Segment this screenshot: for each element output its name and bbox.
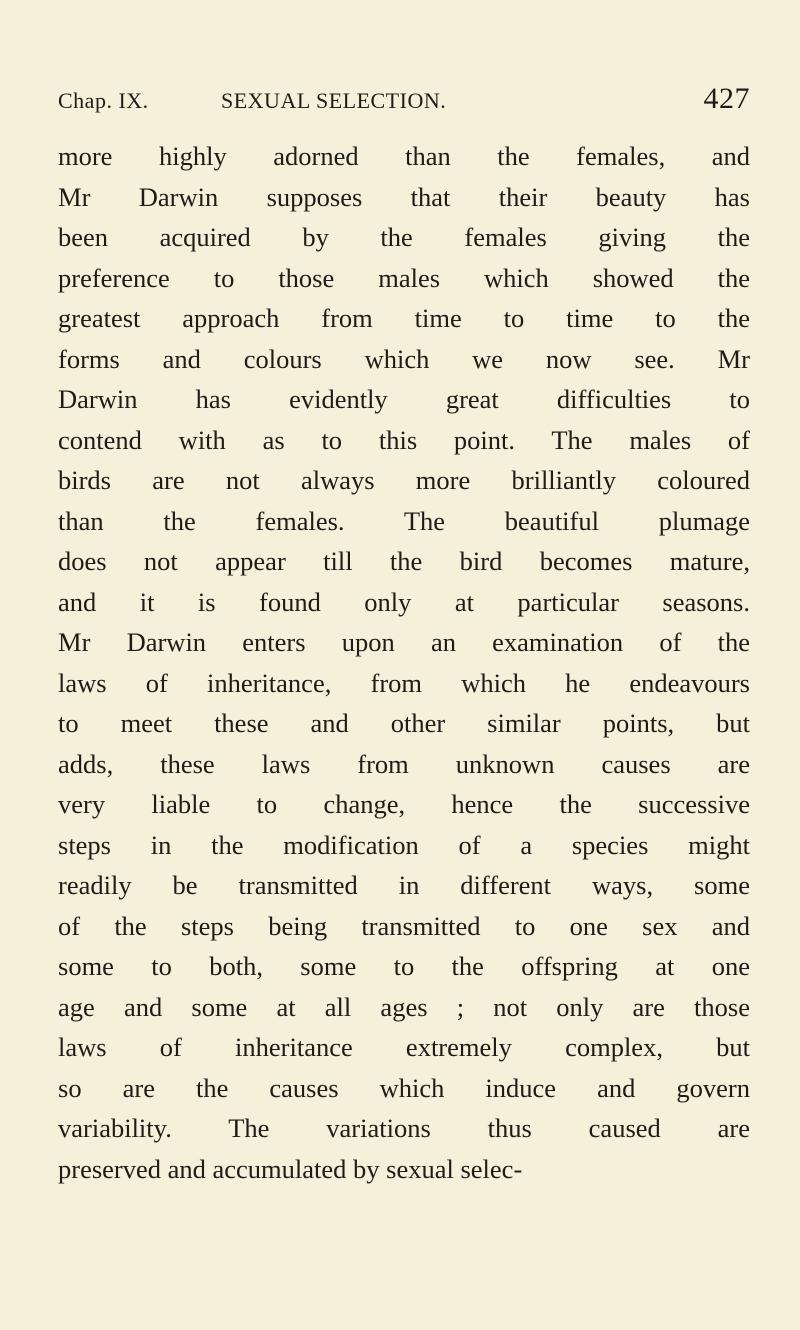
text-line: steps in the modification of a species might <box>58 829 750 860</box>
text-line: some to both, some to the offspring at one <box>58 951 750 981</box>
text-line: Mr Darwin enters upon an examination of the <box>58 627 750 657</box>
text-line: preserved and accumulated by sexual selec- <box>58 1153 523 1184</box>
text-line: readily be transmitted in different ways, some <box>58 870 750 900</box>
running-title: SEXUAL SELECTION. <box>221 88 447 113</box>
text-line: and it is found only at particular seasons. <box>58 586 750 617</box>
text-line: than the females. The beautiful plumage <box>58 505 750 536</box>
page-number: 427 <box>703 82 750 115</box>
body-text <box>58 136 750 1189</box>
chapter-label: Chap. IX. <box>58 88 149 113</box>
text-line: more highly adorned than the females, and <box>58 141 750 171</box>
text-line: contend with as to this point. The males of <box>58 424 750 455</box>
text-line: preference to those males which showed the <box>58 262 750 293</box>
text-line: does not appear till the bird becomes mature, <box>58 546 750 576</box>
text-line: Mr Darwin supposes that their beauty has <box>58 181 750 212</box>
text-line: age and some at all ages ; not only are those <box>58 991 750 1022</box>
text-line: laws of inheritance, from which he endeavours <box>58 667 750 698</box>
text-line: variability. The variations thus caused are <box>58 1113 750 1143</box>
text-line: birds are not always more brilliantly coloured <box>58 465 750 495</box>
text-line: to meet these and other similar points, but <box>58 708 750 738</box>
text-line: been acquired by the females giving the <box>58 222 750 252</box>
text-line: very liable to change, hence the successive <box>58 789 750 819</box>
text-line: of the steps being transmitted to one sex and <box>58 910 750 941</box>
text-line: forms and colours which we now see. Mr <box>58 343 750 374</box>
running-head <box>58 82 750 122</box>
text-line: so are the causes which induce and govern <box>58 1072 750 1103</box>
text-line: adds, these laws from unknown causes are <box>58 748 750 779</box>
text-line: Darwin has evidently great difficulties to <box>58 384 750 414</box>
text-line: laws of inheritance extremely complex, but <box>58 1032 750 1062</box>
text-line: greatest approach from time to time to the <box>58 303 750 333</box>
